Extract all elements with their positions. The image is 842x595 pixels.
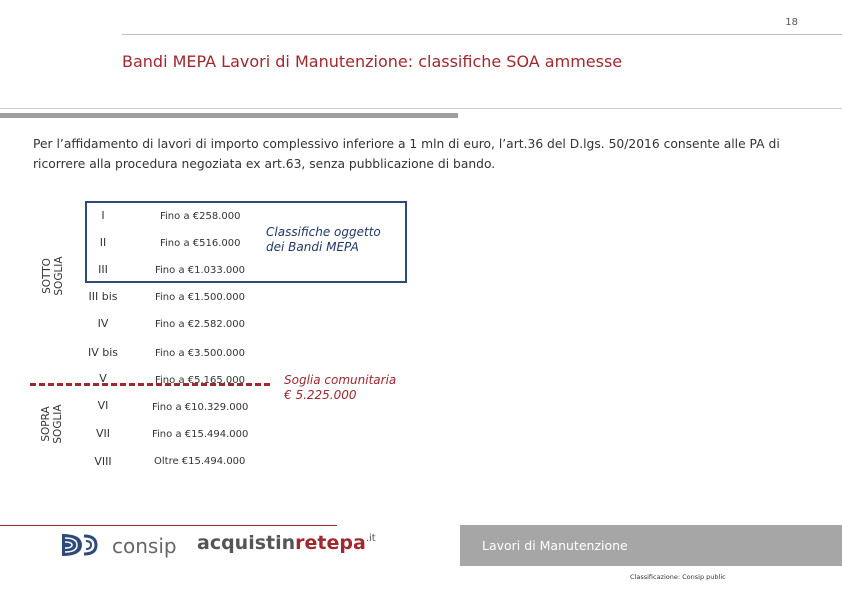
classifica-value: Fino a €10.329.000 [152, 402, 249, 413]
classifica-num: VI [97, 399, 109, 412]
sopra-soglia-label [40, 379, 64, 469]
title-accent-bar [0, 113, 458, 118]
page-title: Bandi MEPA Lavori di Manutenzione: classifiche SOA ammesse [122, 52, 623, 71]
acq-logo-suffix: .it [365, 533, 376, 544]
consip-logo-icon [62, 532, 100, 558]
classifica-num: VII [95, 427, 110, 440]
classifica-value: Oltre €15.494.000 [154, 456, 246, 467]
classifica-value: Fino a €1.033.000 [155, 265, 245, 276]
classifica-value: Fino a €3.500.000 [155, 348, 245, 359]
classifica-num: IV bis [87, 346, 119, 359]
consip-logo-text: consip [112, 534, 177, 558]
mepa-note-line-2: dei Bandi MEPA [266, 240, 359, 254]
soglia-note-line-1: Soglia comunitaria [284, 373, 397, 387]
page-number: 18 [785, 17, 798, 28]
classifica-value: Fino a €516.000 [160, 238, 241, 249]
acq-logo-highlight: retepa [295, 532, 366, 554]
mepa-note [266, 225, 381, 255]
mepa-note-line-1: Classifiche oggetto [266, 225, 381, 239]
classifica-num: II [99, 236, 107, 249]
sotto-label-line-1: SOTTO [41, 258, 53, 294]
classifica-value: Fino a €15.494.000 [152, 429, 249, 440]
title-divider [0, 108, 842, 109]
classification-label: Classificazione: Consip public [630, 573, 726, 581]
classifica-value: Fino a €2.582.000 [155, 319, 245, 330]
classifica-num: III bis [88, 290, 118, 303]
section-label: Lavori di Manutenzione [482, 538, 628, 553]
sotto-soglia-label [41, 231, 65, 321]
sopra-label-line-1: SOPRA [40, 406, 52, 442]
sopra-label-line-2: SOGLIA [52, 404, 64, 444]
classifica-num: V [99, 372, 107, 385]
acq-logo-prefix: acquistin [197, 532, 296, 554]
soglia-note-line-2: € 5.225.000 [284, 388, 357, 402]
classifica-num: IV [97, 317, 109, 330]
classifica-value: Fino a €5.165.000 [155, 375, 245, 386]
acquistinretepa-logo [197, 532, 376, 554]
classifica-num: III [98, 263, 108, 276]
header-rule [122, 34, 842, 35]
classifica-value: Fino a €258.000 [160, 211, 241, 222]
classifica-num: I [101, 209, 105, 222]
classifica-num: VIII [94, 455, 112, 468]
soglia-comunitaria-note [284, 373, 396, 403]
classifica-value: Fino a €1.500.000 [155, 292, 245, 303]
footer-rule [0, 525, 337, 526]
sotto-label-line-2: SOGLIA [53, 256, 65, 296]
intro-paragraph: Per l’affidamento di lavori di importo complessivo inferiore a 1 mln di euro, l’art.36 del D.lgs. 50/2016 consente alle PA di ricorrere alla procedura negoziata ex art.63, senza pubblicazione di bando. [33, 137, 780, 171]
threshold-dashed-line [30, 383, 270, 386]
